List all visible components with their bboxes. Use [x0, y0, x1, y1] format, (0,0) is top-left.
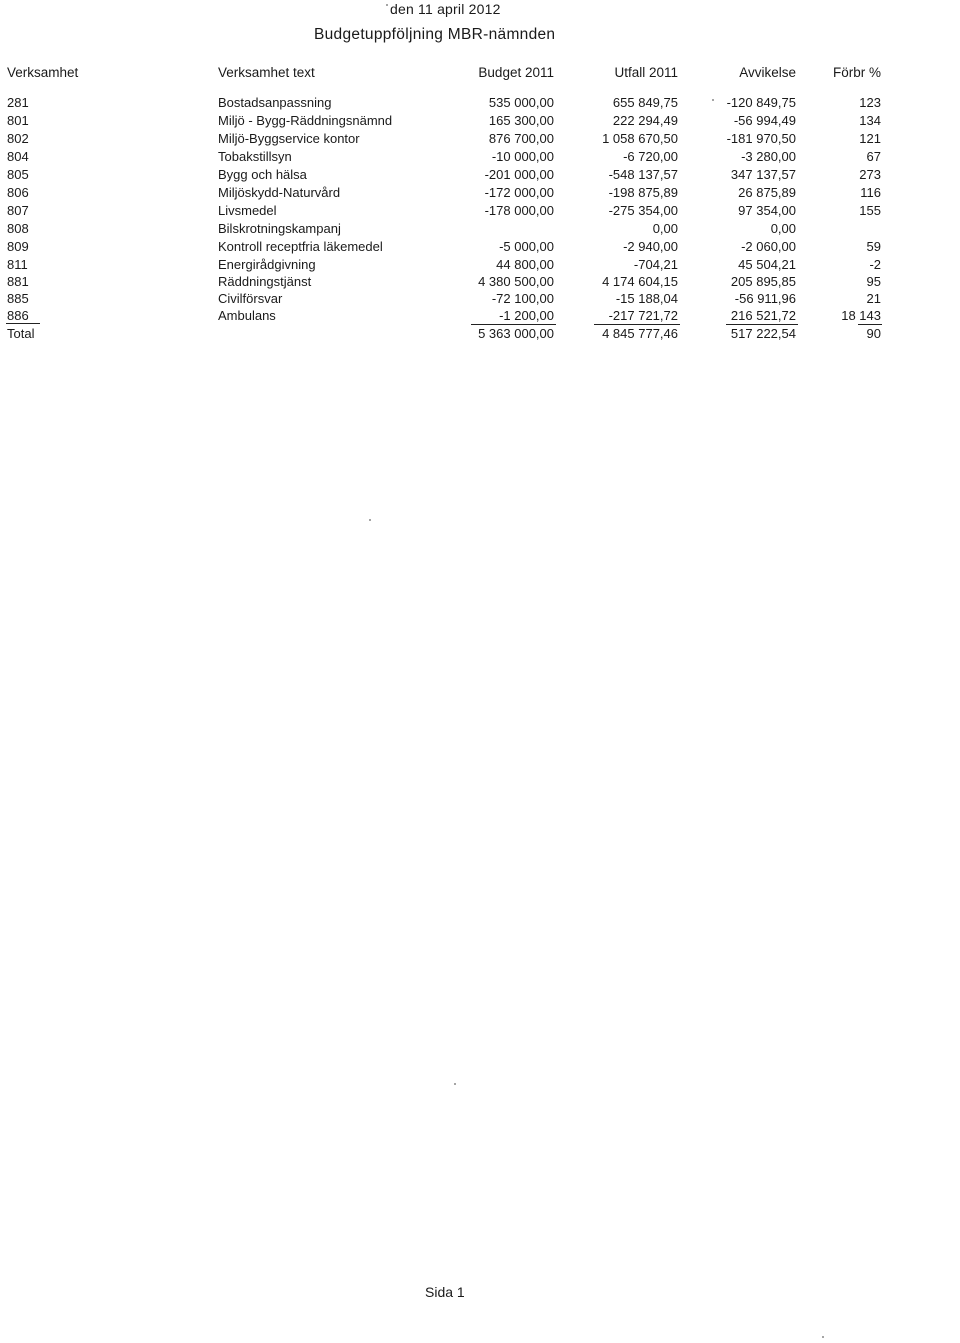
cell-forbr: -2 [869, 257, 881, 272]
scan-speck [369, 519, 371, 521]
page-number: Sida 1 [425, 1284, 465, 1300]
cell-forbr: 273 [859, 167, 881, 182]
cell-verksamhet-text: Bygg och hälsa [218, 167, 307, 182]
cell-utfall: 4 174 604,15 [602, 274, 678, 289]
total-label: Total [7, 326, 35, 341]
cell-verksamhet: 806 [7, 185, 29, 200]
table-row [0, 273, 960, 291]
cell-verksamhet-text: Bilskrotningskampanj [218, 221, 341, 236]
cell-avvikelse: 216 521,72 [730, 308, 796, 323]
page-title: Budgetuppföljning MBR-nämnden [314, 26, 556, 43]
cell-budget: -1 200,00 [499, 308, 554, 323]
cell-utfall: -275 354,00 [608, 203, 678, 218]
cell-avvikelse: -181 970,50 [726, 131, 796, 146]
table-row [0, 238, 960, 256]
total-budget: 5 363 000,00 [478, 326, 554, 341]
cell-avvikelse: 205 895,85 [730, 274, 796, 289]
cell-verksamhet-text: Bostadsanpassning [218, 95, 332, 110]
cell-verksamhet-text: Tobakstillsyn [218, 149, 292, 164]
cell-budget: -72 100,00 [491, 291, 554, 306]
table-row [0, 202, 960, 220]
cell-avvikelse: 97 354,00 [738, 203, 796, 218]
column-header-forbr: Förbr % [832, 65, 881, 80]
cell-verksamhet: 804 [7, 149, 29, 164]
table-row [0, 166, 960, 184]
cell-forbr: 116 [860, 185, 881, 200]
cell-verksamhet-text: Livsmedel [218, 203, 277, 218]
scan-speck [386, 4, 388, 6]
table-row [0, 256, 960, 274]
cell-budget: 535 000,00 [488, 95, 554, 110]
scan-speck [454, 1083, 456, 1085]
cell-budget: 44 800,00 [496, 257, 554, 272]
cell-verksamhet-text: Civilförsvar [218, 291, 283, 306]
cell-verksamhet: 805 [7, 167, 29, 182]
cell-budget: 4 380 500,00 [478, 274, 554, 289]
total-row [0, 325, 960, 343]
cell-utfall: 1 058 670,50 [602, 131, 678, 146]
cell-verksamhet-text: Miljöskydd-Naturvård [218, 185, 341, 200]
cell-verksamhet-text: Räddningstjänst [218, 274, 312, 289]
total-utfall: 4 845 777,46 [602, 326, 678, 341]
column-header-budget: Budget 2011 [478, 65, 554, 80]
cell-utfall: 655 849,75 [612, 95, 678, 110]
cell-verksamhet-text: Energirådgivning [218, 257, 316, 272]
cell-avvikelse: 45 504,21 [738, 257, 796, 272]
table-row [0, 112, 960, 130]
cell-utfall: -198 875,89 [608, 185, 678, 200]
cell-avvikelse: -3 280,00 [741, 149, 796, 164]
cell-forbr: 21 [866, 291, 881, 306]
cell-avvikelse: 347 137,57 [730, 167, 796, 182]
cell-utfall: -15 188,04 [615, 291, 678, 306]
total-avvikelse: 517 222,54 [730, 326, 796, 341]
table-row [0, 184, 960, 202]
cell-verksamhet: 801 [7, 113, 29, 128]
table-row [0, 130, 960, 148]
cell-avvikelse: 26 875,89 [738, 185, 796, 200]
cell-verksamhet-text: Miljö - Bygg-Räddningsnämnd [218, 113, 393, 128]
column-header-verksamhet-text: Verksamhet text [218, 65, 315, 80]
cell-utfall: -704,21 [633, 257, 678, 272]
cell-budget: 165 300,00 [488, 113, 554, 128]
cell-utfall: -217 721,72 [608, 308, 678, 323]
table-row [0, 290, 960, 308]
column-header-utfall: Utfall 2011 [614, 65, 678, 80]
cell-forbr: 134 [859, 113, 881, 128]
total-forbr: 90 [866, 326, 881, 341]
column-header-avvikelse: Avvikelse [739, 65, 796, 80]
cell-utfall: -6 720,00 [623, 149, 678, 164]
cell-forbr: 155 [859, 203, 881, 218]
cell-verksamhet: 809 [7, 239, 29, 254]
cell-utfall: 222 294,49 [612, 113, 678, 128]
table-row [0, 94, 960, 112]
cell-verksamhet: 807 [7, 203, 29, 218]
scan-speck [712, 99, 714, 101]
cell-verksamhet: 281 [7, 95, 29, 110]
column-header-verksamhet: Verksamhet [7, 65, 79, 80]
cell-verksamhet: 811 [7, 257, 28, 272]
cell-forbr: 121 [859, 131, 881, 146]
cell-forbr: 67 [866, 149, 881, 164]
table-row [0, 220, 960, 238]
cell-forbr: 59 [866, 239, 881, 254]
cell-budget: -201 000,00 [484, 167, 554, 182]
report-date: den 11 april 2012 [390, 1, 501, 17]
cell-utfall: -2 940,00 [623, 239, 678, 254]
cell-forbr: 18 143 [841, 308, 881, 323]
total-divider [6, 323, 40, 324]
cell-budget: -10 000,00 [491, 149, 554, 164]
cell-budget: -178 000,00 [484, 203, 554, 218]
cell-verksamhet: 885 [7, 291, 29, 306]
cell-budget: -5 000,00 [499, 239, 554, 254]
cell-avvikelse: -120 849,75 [726, 95, 796, 110]
cell-verksamhet: 808 [7, 221, 29, 236]
cell-verksamhet: 881 [7, 274, 29, 289]
table-row [0, 148, 960, 166]
cell-avvikelse: -2 060,00 [741, 239, 796, 254]
cell-avvikelse: -56 911,96 [734, 291, 796, 306]
cell-forbr: 123 [859, 95, 881, 110]
cell-utfall: 0,00 [652, 221, 678, 236]
cell-verksamhet-text: Kontroll receptfria läkemedel [218, 239, 383, 254]
table-header [0, 64, 960, 82]
cell-verksamhet-text: Ambulans [218, 308, 276, 323]
cell-avvikelse: 0,00 [770, 221, 796, 236]
cell-utfall: -548 137,57 [608, 167, 678, 182]
cell-budget: -172 000,00 [484, 185, 554, 200]
scan-speck [822, 1336, 824, 1338]
cell-avvikelse: -56 994,49 [733, 113, 796, 128]
cell-verksamhet: 802 [7, 131, 29, 146]
cell-verksamhet: 886 [7, 308, 29, 323]
cell-forbr: 95 [866, 274, 881, 289]
cell-budget: 876 700,00 [488, 131, 554, 146]
table-row [0, 307, 960, 325]
cell-verksamhet-text: Miljö-Byggservice kontor [218, 131, 360, 146]
